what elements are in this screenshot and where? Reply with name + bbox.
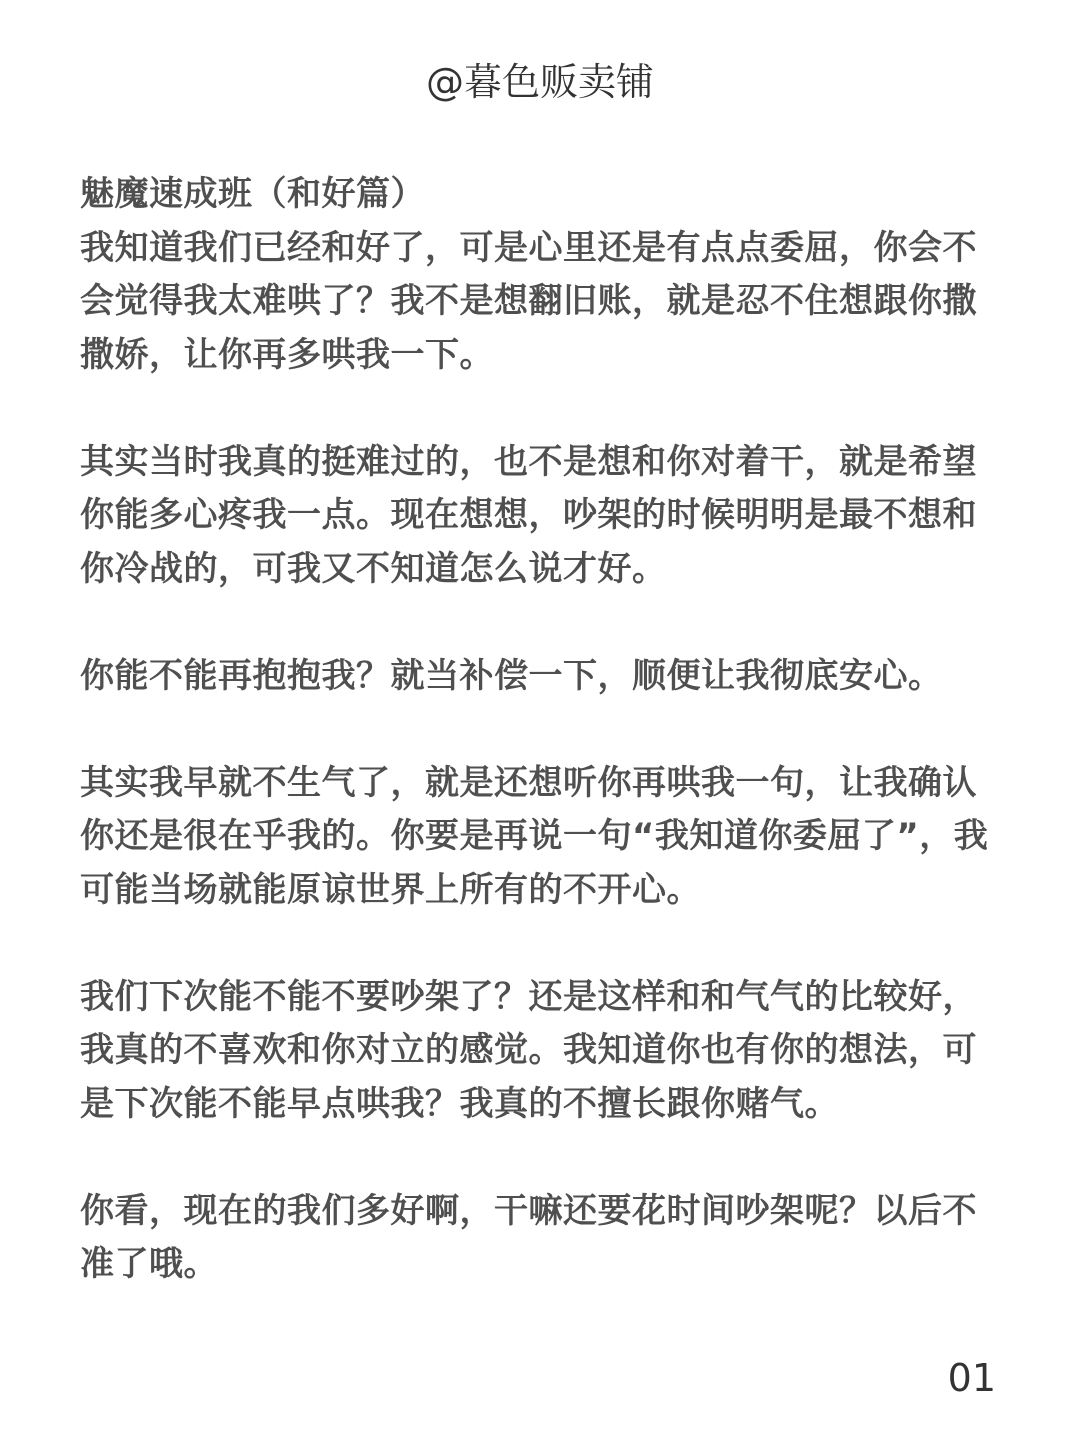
paragraph-6: 你看，现在的我们多好啊，干嘛还要花时间吵架呢？以后不准了哦。 <box>80 1190 977 1284</box>
article-body <box>80 168 1000 1345</box>
paragraph-text: 我知道我们已经和好了，可是心里还是有点点委屈，你会不会觉得我太难哄了？我不是想翻旧账，就是忍不住想跟你撒撒娇，让你再多哄我一下。 <box>80 227 977 375</box>
paragraph-5: 我们下次能不能不要吵架了？还是这样和和气气的比较好，我真的不喜欢和你对立的感觉。我知道你也有你的想法，可是下次能不能早点哄我？我真的不擅长跟你赌气。 <box>80 976 977 1124</box>
article-title: 魅魔速成班（和好篇） <box>80 174 425 214</box>
paragraph-1 <box>80 168 1000 382</box>
page-number: 01 <box>947 1356 996 1400</box>
paragraph-4: 其实我早就不生气了，就是还想听你再哄我一句，让我确认你还是很在乎我的。你要是再说一句“我知道你委屈了”，我可能当场就能原谅世界上所有的不开心。 <box>80 762 989 910</box>
paragraph-3: 你能不能再抱抱我？就当补偿一下，顺便让我彻底安心。 <box>80 655 943 696</box>
paragraph-2: 其实当时我真的挺难过的，也不是想和你对着干，就是希望你能多心疼我一点。现在想想，吵架的时候明明是最不想和你冷战的，可我又不知道怎么说才好。 <box>80 441 977 589</box>
account-handle: @暮色贩卖铺 <box>425 60 654 104</box>
